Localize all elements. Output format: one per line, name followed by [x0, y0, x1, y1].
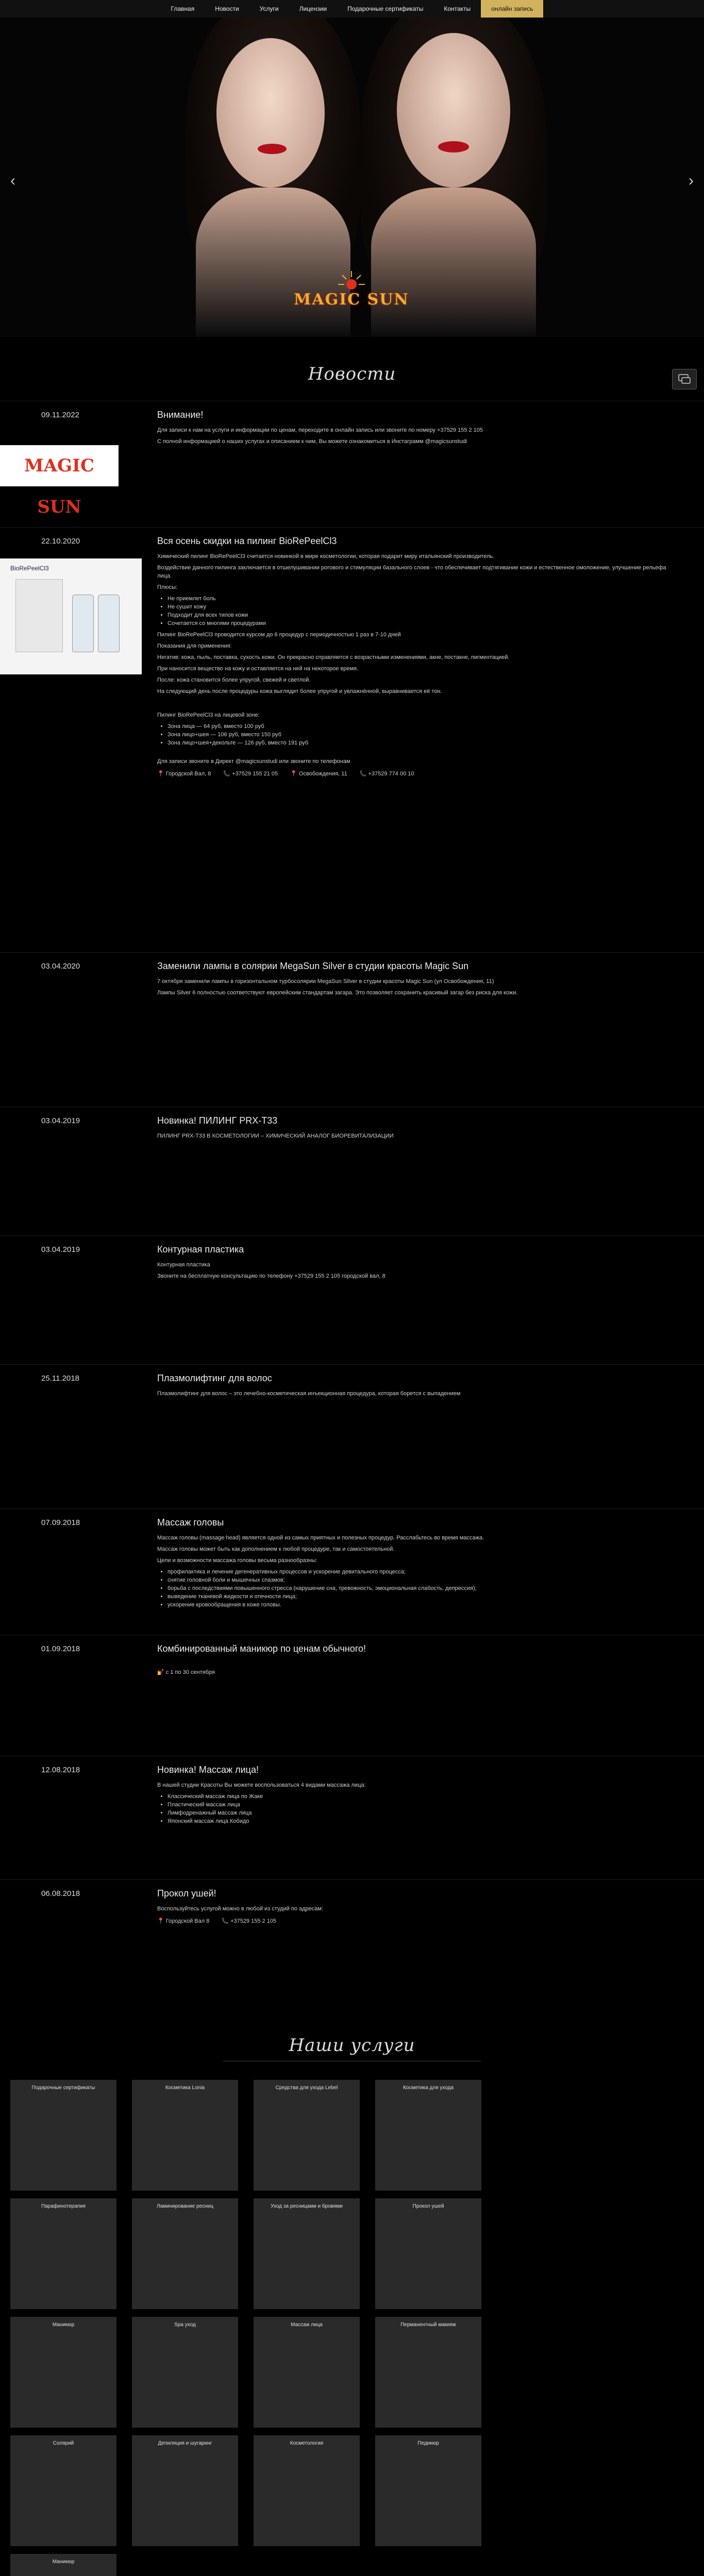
news-paragraph: Химический пилинг BioRePeelCl3 считается новинкой в мире косметологии, которая подарит миру итальянский производитель. — [157, 553, 495, 560]
news-list — [157, 1568, 673, 1609]
news-paragraph: Для записи звоните в Директ @magicsunstudi или звоните по телефонам — [157, 758, 350, 765]
service-label: Педикюр — [417, 2441, 439, 2446]
news-paragraph: При наносится вещество на кожу и оставляется на ней на некоторое время. — [157, 666, 359, 672]
news-paragraph: Негатив: кожа, пыль, поставка, сухость кожи. Он прекрасно справляется с возрастными изменениями, акне, постакне, пигментацией. — [157, 654, 510, 660]
address-value: Городской Вал 8 — [165, 1918, 210, 1924]
service-label: Солярий — [53, 2441, 74, 2446]
service-label: Депиляция и шугаринг — [158, 2441, 212, 2446]
news-date: 03.04.2019 — [41, 1116, 80, 1125]
service-label: Подарочные сертификаты — [31, 2085, 95, 2091]
news-paragraph: Воздействие данного пилинга заключается в отшелушивании рогового и стимуляции базального слоев - что обеспечивает подтягивание кожи и естественное омоложение, улучшение рельефа лица. — [157, 565, 666, 579]
news-title[interactable]: Контурная пластика — [157, 1244, 244, 1255]
list-item: • выведение тканевой жидкости и отечности лица; — [167, 1592, 673, 1601]
news-title[interactable]: Комбинированный маникюр по ценам обычного! — [157, 1643, 366, 1654]
service-card[interactable] — [375, 2317, 481, 2428]
news-item — [0, 1879, 704, 2014]
service-label: Косметика Lonia — [165, 2085, 205, 2091]
service-card[interactable] — [254, 2317, 360, 2428]
news-date: 07.09.2018 — [41, 1518, 80, 1527]
service-card[interactable] — [132, 2080, 238, 2191]
service-card[interactable] — [132, 2435, 238, 2546]
phone-value: +37529 774 00 10 — [368, 771, 414, 777]
news-paragraph: В нашей студии Красоты Вы можете воспользоваться 4 видами массажа лица: — [157, 1782, 366, 1788]
hero-slider — [0, 18, 704, 337]
news-item — [0, 1635, 704, 1756]
service-label: Перманентный макияж — [400, 2322, 456, 2328]
service-label: Уход за ресницами и бровями — [271, 2204, 343, 2209]
address-text: 📍 Городской Вал 8 — [157, 1918, 210, 1924]
product-box — [15, 579, 63, 652]
news-paragraph: Показания для применения: — [157, 643, 232, 649]
hero-logo-text: MAGIC SUN — [294, 291, 409, 309]
hero-model-left-body — [196, 188, 350, 337]
list-item: • борьба с последствиями повышенного стресса (нарушение сна, тревожность, эмоциональная слабость, депрессия); — [167, 1584, 673, 1592]
service-card[interactable] — [375, 2080, 481, 2191]
promo-dates: с 1 по 30 сентября — [165, 1669, 215, 1675]
news-list — [157, 595, 673, 628]
news-date: 25.11.2018 — [41, 1374, 79, 1383]
service-card[interactable] — [132, 2317, 238, 2428]
service-label: Массаж лица — [291, 2322, 323, 2328]
online-booking-button[interactable]: онлайн запись — [481, 0, 543, 18]
news-date: 22.10.2020 — [41, 537, 80, 546]
news-paragraph: Цели и возможности массажа головы весьма разнообразны: — [157, 1557, 317, 1564]
news-paragraph: Контурная пластика — [157, 1262, 210, 1268]
service-card[interactable] — [10, 2317, 116, 2428]
phone-link[interactable]: 📞 +37529 774 00 10 — [359, 771, 414, 777]
product-label: BioRePeelCl3 — [10, 565, 49, 572]
news-title[interactable]: Плазмолифтинг для волос — [157, 1373, 272, 1383]
service-label: Средства для ухода Lebel — [275, 2085, 338, 2091]
address-text: 📍 Городской Вал, 8 — [157, 771, 211, 777]
address-value: Освобождения, 11 — [298, 771, 347, 777]
news-body — [157, 1389, 673, 1401]
list-item: • Не сушит кожу — [167, 603, 673, 611]
list-item: • Подходит для всех типов кожи — [167, 611, 673, 619]
news-paragraph: С полной информацией о наших услугах и описанием к ним, Вы можете ознакомиться в Инстаграмм @magicsunstudi — [157, 438, 467, 445]
nav-link-licenses[interactable]: Лицензии — [299, 5, 327, 12]
news-paragraph: Пилинг BioRePeelCl3 проводится курсом до 6 процедур с периодичностью 1 раз в 7-10 дней — [157, 632, 401, 638]
hero-model-left-face — [216, 38, 325, 188]
sun-logo-icon — [336, 270, 367, 291]
slider-prev-arrow[interactable]: ‹ — [10, 172, 15, 189]
news-title[interactable]: Новинка! ПИЛИНГ PRX-T33 — [157, 1115, 278, 1126]
news-item — [0, 1107, 704, 1236]
news-item — [0, 401, 704, 528]
news-paragraph: Воспользуйтесь услугой можно в любой из студий по адресам: — [157, 1906, 323, 1912]
news-section-title: Новости — [308, 364, 396, 384]
hero-lips-right — [438, 141, 469, 152]
news-paragraph: После: кожа становится более упругой, свежей и светлой. — [157, 677, 311, 683]
news-paragraph: ПИЛИНГ PRX-T33 В КОСМЕТОЛОГИИ – ХИМИЧЕСКИЙ АНАЛОГ БИОРЕВИТАЛИЗАЦИИ — [157, 1133, 394, 1139]
service-card[interactable] — [10, 2435, 116, 2546]
biorepeel-product-image — [0, 558, 142, 674]
service-card[interactable] — [254, 2435, 360, 2546]
service-label: Маникюр — [52, 2322, 75, 2328]
news-date: 03.04.2020 — [41, 962, 80, 971]
news-body — [157, 1261, 673, 1283]
chat-widget-button[interactable] — [672, 369, 697, 389]
news-item — [0, 1509, 704, 1635]
news-body — [157, 1534, 673, 1612]
news-paragraph: 💅 с 1 по 30 сентября — [157, 1669, 215, 1675]
service-card[interactable] — [132, 2198, 238, 2309]
service-card[interactable] — [375, 2198, 481, 2309]
hero-model-right-body — [371, 188, 536, 337]
price-item: • Зона лицо+шея+декольте — 126 руб, вместо 191 руб — [167, 739, 673, 747]
news-date: 03.04.2019 — [41, 1245, 80, 1254]
phone-value: +37529 155 21 05 — [232, 771, 278, 777]
service-label: Косметология — [290, 2441, 324, 2446]
news-body — [157, 977, 673, 1000]
service-card[interactable] — [10, 2198, 116, 2309]
price-item: • Зона лица — 64 руб, вместо 100 руб — [167, 722, 673, 731]
chat-icon — [673, 369, 696, 389]
address-text: 📍 Освобождения, 11 — [290, 771, 347, 777]
news-item — [0, 952, 704, 1107]
news-item — [0, 1235, 704, 1365]
list-item: • снятие головной боли и мышечных спазмов; — [167, 1576, 673, 1584]
news-paragraph: Плазмолифтинг для волос – это лечебно-косметическая инъекционная процедура, которая борется с выпадением — [157, 1391, 461, 1397]
news-title[interactable]: Прокол ушей! — [157, 1888, 216, 1899]
service-label: Парафинотерапия — [41, 2204, 86, 2209]
news-item — [0, 1364, 704, 1509]
news-paragraph: Массаж головы (massage head) является одной из самых приятных и полезных процедур. Расслабьтесь во время массажа. — [157, 1535, 484, 1541]
news-paragraph: Лампы Silver 6 полностью соответствуют европейским стандартам загара. Это позволяет сохранить красивый загар без риска для кожи. — [157, 990, 518, 996]
list-item: • ускорение кровообращения в коже головы. — [167, 1601, 673, 1609]
service-card[interactable] — [254, 2080, 360, 2191]
news-date: 09.11.2022 — [41, 411, 79, 419]
service-card[interactable] — [254, 2198, 360, 2309]
news-paragraph: 7 октября заменили лампы в горизонтальном турбосолярии MegaSun Silver в студии красоты Magic Sun (ул Освобождения, 11) — [157, 978, 494, 985]
hero-lips-left — [258, 144, 287, 154]
hero-model-right-face — [397, 33, 510, 188]
news-paragraph: На следующий день после процедуры кожа выглядит более упругой и увлажнённой, выравнивается её тон. — [157, 688, 442, 694]
news-body — [157, 1905, 673, 1925]
service-label: Spa уход — [174, 2322, 196, 2328]
thumb-logo-text: MAGIC SUN — [24, 455, 95, 517]
slider-next-arrow[interactable]: › — [689, 172, 694, 189]
product-vial — [72, 595, 94, 652]
contacts-row — [157, 1917, 673, 1925]
news-title[interactable]: Вся осень скидки на пилинг BioRePeelCl3 — [157, 536, 337, 546]
service-label: Прокол ушей — [412, 2204, 444, 2209]
list-item: • Японский массаж лица Кобидо — [167, 1817, 673, 1825]
top-navigation — [0, 0, 704, 18]
product-vial — [98, 595, 120, 652]
news-body — [157, 552, 673, 778]
news-date: 06.08.2018 — [41, 1889, 80, 1898]
news-title[interactable]: Внимание! — [157, 410, 204, 420]
service-label: Ламинирование ресниц — [157, 2204, 213, 2209]
price-item: • Зона лицо+шея — 106 руб, вместо 150 руб — [167, 731, 673, 739]
nav-link-gift-certificates[interactable]: Подарочные сертификаты — [347, 5, 424, 12]
service-label: Косметика для ухода — [403, 2085, 454, 2091]
news-paragraph: Для записи к нам на услуги и информации по ценам, переходите в онлайн запись или звоните по номеру +37529 155 2 105 — [157, 427, 483, 433]
news-date: 12.08.2018 — [41, 1766, 80, 1774]
news-list — [157, 1792, 673, 1825]
service-label: Маникюр — [52, 2559, 75, 2565]
nav-link-contacts[interactable]: Контакты — [444, 5, 471, 12]
price-list — [157, 722, 673, 747]
list-item: • Пластический массаж лица — [167, 1801, 673, 1809]
news-title[interactable]: Массаж головы — [157, 1517, 224, 1528]
service-card[interactable] — [375, 2435, 481, 2546]
magic-sun-logo-thumb — [0, 445, 119, 517]
phone-link[interactable]: 📞 +37529 155 2 105 — [222, 1918, 277, 1924]
news-paragraph: Массаж головы может быть как дополнением к любой процедуре, так и самостоятельной. — [157, 1546, 395, 1552]
phone-value: +37529 155 2 105 — [230, 1918, 277, 1924]
news-paragraph: Звоните на бесплатную консультацию по телефону +37529 155 2 105 городской вал, 8 — [157, 1273, 385, 1279]
nav-link-services[interactable]: Услуги — [259, 5, 279, 12]
news-body — [157, 426, 673, 449]
list-item: • Не приемлет боль — [167, 595, 673, 603]
news-body — [157, 1781, 673, 1828]
news-paragraph: Плюсы: — [157, 584, 178, 590]
news-body — [157, 1668, 673, 1680]
address-value: Городской Вал, 8 — [165, 771, 211, 777]
news-title[interactable]: Заменили лампы в солярии MegaSun Silver в студии красоты Magic Sun — [157, 961, 469, 971]
service-card[interactable] — [10, 2080, 116, 2191]
list-item: • Классический массаж лица по Жаке — [167, 1792, 673, 1801]
news-item — [0, 1756, 704, 1880]
contacts-row — [157, 770, 673, 778]
nav-link-home[interactable]: Главная — [171, 5, 195, 12]
news-title[interactable]: Новинка! Массаж лица! — [157, 1765, 259, 1775]
hero-logo — [290, 270, 413, 309]
services-section-title: Наши услуги — [289, 2035, 415, 2056]
news-body — [157, 1132, 673, 1143]
nav-link-news[interactable]: Новости — [215, 5, 239, 12]
news-item — [0, 527, 704, 953]
news-paragraph: Пилинг BioRePeelCl3 на лицевой зоне: — [157, 712, 260, 718]
service-card[interactable] — [10, 2554, 116, 2576]
phone-link[interactable]: 📞 +37529 155 21 05 — [223, 771, 278, 777]
list-item: • Лимфодренажный массаж лица — [167, 1809, 673, 1817]
list-item: • профилактика и лечение дегенеративных процессов и ускорение девитального процесса; — [167, 1568, 673, 1576]
news-date: 01.09.2018 — [41, 1645, 80, 1653]
list-item: • Сочетается со многими процедурами — [167, 619, 673, 628]
